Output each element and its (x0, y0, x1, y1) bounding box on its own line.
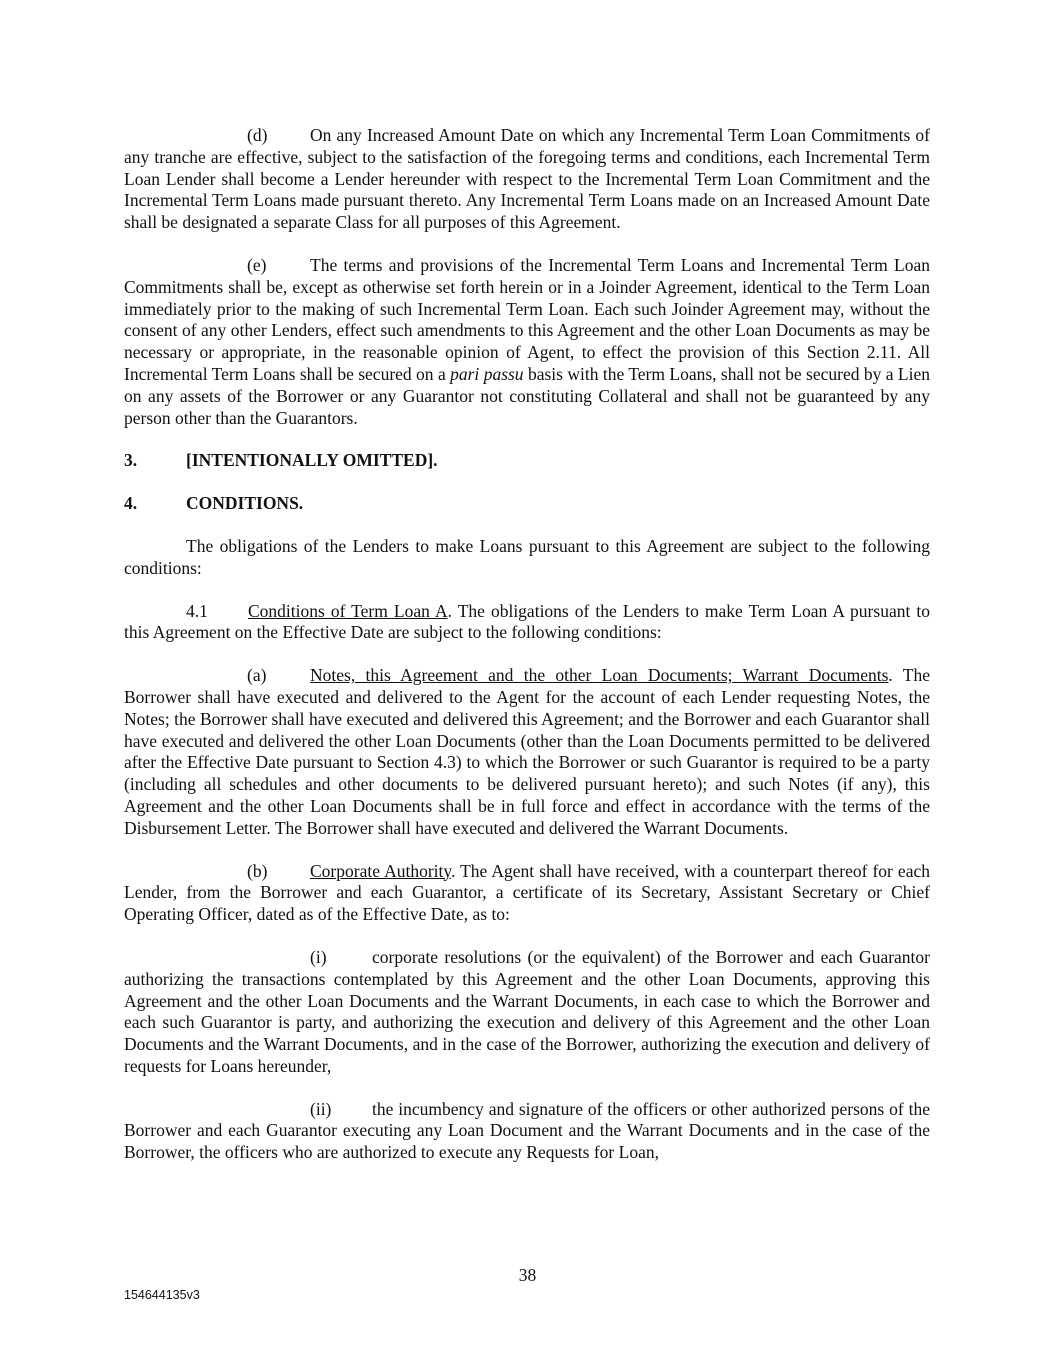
paragraph-d (124, 125, 930, 234)
paragraph-d-text: On any Increased Amount Date on which any Incremental Term Loan Commitments of any tranche are effective, subject to the satisfaction of the foregoing terms and conditions, each Incremental Term Loan Lender shall become a Lender hereunder with respect to the Incremental Term Loan Commitment and the Incremental Term Loans made pursuant thereto. Any Incremental Term Loans made on an Increased Amount Date shall be designated a separate Class for all purposes of this Agreement. (124, 125, 930, 233)
paragraph-b-text: . The Agent shall have received, with a counterpart thereof for each Lender, from the Borrower and each Guarantor, a certificate of its Secretary, Assistant Secretary or Chief Operating Officer, dated as of the Effective Date, as to: (124, 860, 930, 925)
section-3-heading (124, 450, 930, 472)
paragraph-ii-label: (ii) (310, 1098, 332, 1119)
section-4-heading (124, 493, 930, 515)
paragraph-e (124, 255, 930, 429)
paragraph-i-text: corporate resolutions (or the equivalent) of the Borrower and each Guarantor authorizing the transactions contemplated by this Agreement and the other Loan Documents, approving this Agreement and the other Loan Documents and the Warrant Documents, in each case to which the Borrower and each such Guarantor is party, and authorizing the execution and delivery of this Agreement and the other Loan Documents and the Warrant Documents, and in the case of the Borrower, authorizing the execution and delivery of requests for Loans hereunder, (124, 946, 930, 1076)
paragraph-a-heading: Notes, this Agreement and the other Loan Documents; Warrant Documents (310, 665, 889, 686)
paragraph-b-label: (b) (247, 860, 268, 881)
paragraph-e-label: (e) (247, 254, 267, 275)
section-4-number: 4. (124, 493, 138, 514)
section-4-title: CONDITIONS. (186, 493, 304, 514)
paragraph-e-italic: pari passu (450, 363, 524, 384)
section-3-number: 3. (124, 450, 138, 471)
paragraph-a (124, 665, 930, 839)
section-4-1-heading: Conditions of Term Loan A (248, 600, 448, 621)
document-id: 154644135v3 (124, 1288, 200, 1302)
page-number: 38 (518, 1265, 537, 1285)
section-4-intro: The obligations of the Lenders to make Loans pursuant to this Agreement are subject to the following conditions: (124, 535, 930, 578)
paragraph-b (124, 861, 930, 926)
paragraph-d-label: (d) (247, 125, 268, 145)
paragraph-i-label: (i) (310, 946, 327, 967)
section-4-1 (124, 601, 930, 645)
paragraph-ii-text: the incumbency and signature of the officers or other authorized persons of the Borrower and each Guarantor executing any Loan Document and the Warrant Documents and in the case of the Borrower, the officers who are authorized to execute any Requests for Loan, (124, 1098, 930, 1163)
paragraph-e-text-after: basis with the Term Loans, shall not be secured by a Lien on any assets of the Borrower or any Guarantor not constituting Collateral and shall not be guaranteed by any person other than the Guarantors. (124, 363, 930, 428)
paragraph-ii (124, 1099, 930, 1164)
section-4-1-label: 4.1 (186, 600, 208, 621)
paragraph-b-heading: Corporate Authority (310, 860, 451, 881)
paragraph-a-label: (a) (247, 665, 267, 686)
paragraph-i (124, 947, 930, 1078)
section-3-title: [INTENTIONALLY OMITTED]. (186, 450, 438, 471)
paragraph-a-text: . The Borrower shall have executed and delivered to the Agent for the account of each Lender requesting Notes, the Notes; the Borrower shall have executed and delivered this Agreement; and the Borrower and each Guarantor shall have executed and delivered the other Loan Documents (other than the Loan Documents permitted to be delivered after the Effective Date pursuant to Section 4.3) to which the Borrower or such Guarantor is required to be a party (including all schedules and other documents to be delivered pursuant hereto); and such Notes (if any), this Agreement and the other Loan Documents shall be in full force and effect in accordance with the terms of the Disbursement Letter. The Borrower shall have executed and delivered the Warrant Documents. (124, 665, 930, 838)
section-4-1-text: . The obligations of the Lenders to make Term Loan A pursuant to this Agreement on the Effective Date are subject to the following conditions: (124, 600, 930, 643)
document-body (124, 125, 930, 1185)
paragraph-e-text-before: The terms and provisions of the Incremental Term Loans and Incremental Term Loan Commitments shall be, except as otherwise set forth herein or in a Joinder Agreement, identical to the Term Loan immediately prior to the making of such Incremental Term Loan. Each such Joinder Agreement may, without the consent of any other Lenders, effect such amendments to this Agreement and the other Loan Documents as may be necessary or appropriate, in the reasonable opinion of Agent, to effect the provision of this Section 2.11. All Incremental Term Loans shall be secured on a (124, 254, 930, 384)
